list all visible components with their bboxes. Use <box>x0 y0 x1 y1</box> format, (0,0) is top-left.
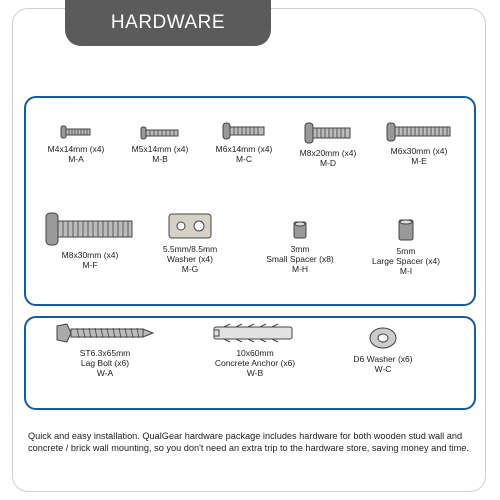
item-code: M-I <box>399 266 413 276</box>
item-size: M6x14mm (x4) <box>215 144 273 154</box>
hardware-item-m-d <box>288 122 368 168</box>
item-size: M5x14mm (x4) <box>131 144 189 154</box>
square-washer-icon <box>167 212 213 240</box>
item-size: 3mm <box>290 244 310 254</box>
item-code: M-C <box>235 154 253 164</box>
item-size: M4x14mm (x4) <box>47 144 105 154</box>
hardware-item-m-c <box>204 122 284 164</box>
item-code: M-D <box>319 158 337 168</box>
item-size-2: Washer (x4) <box>167 254 213 264</box>
item-size: M6x30mm (x4) <box>390 146 448 156</box>
bolt-icon <box>222 122 266 140</box>
item-code: W-C <box>374 364 392 374</box>
item-code: M-H <box>291 264 309 274</box>
item-code: M-A <box>68 154 84 164</box>
bolt-icon <box>304 122 352 144</box>
item-size-2: Lag Bolt (x6) <box>80 358 130 368</box>
item-code: M-F <box>82 260 98 270</box>
item-size-2: Concrete Anchor (x6) <box>214 358 296 368</box>
hardware-item-w-b <box>200 322 310 378</box>
page-title <box>65 0 271 46</box>
hardware-item-m-e <box>376 122 462 166</box>
header-title: HARDWARE <box>110 12 226 33</box>
washer-icon <box>368 326 398 350</box>
bolt-icon <box>60 124 92 140</box>
item-code: W-A <box>96 368 114 378</box>
hardware-item-m-h <box>260 220 340 274</box>
item-size-2: Large Spacer (x4) <box>371 256 441 266</box>
item-size-2: Small Spacer (x8) <box>266 254 334 264</box>
item-code: W-B <box>246 368 264 378</box>
hardware-item-w-c <box>338 326 428 374</box>
hardware-item-m-a <box>36 124 116 164</box>
bolt-icon <box>386 122 452 142</box>
item-size: 5.5mm/8.5mm <box>162 244 218 254</box>
hardware-item-w-a <box>50 322 160 378</box>
spacer-icon <box>397 218 415 242</box>
spacer-icon <box>292 220 308 240</box>
item-size: D6 Washer (x6) <box>353 354 413 364</box>
hardware-item-m-f <box>40 212 140 270</box>
anchor-icon <box>212 322 298 344</box>
lag-bolt-icon <box>55 322 155 344</box>
item-size: M8x30mm (x4) <box>61 250 119 260</box>
description-text: Quick and easy installation. QualGear hardware package includes hardware for both wooden stud wall and concrete / brick wall mounting, so you don't need an extra trip to the hardware store, saving money and time. <box>28 431 469 453</box>
bolt-icon <box>140 126 180 140</box>
item-code: M-B <box>152 154 168 164</box>
item-code: M-E <box>411 156 427 166</box>
item-size: ST6.3x65mm <box>79 348 131 358</box>
hardware-item-m-b <box>120 126 200 164</box>
bolt-icon <box>45 212 135 246</box>
hardware-item-m-i <box>366 218 446 276</box>
item-code: M-G <box>181 264 199 274</box>
hardware-item-m-g <box>150 212 230 274</box>
item-size: 10x60mm <box>236 348 274 358</box>
item-size: 5mm <box>396 246 416 256</box>
item-size: M8x20mm (x4) <box>299 148 357 158</box>
